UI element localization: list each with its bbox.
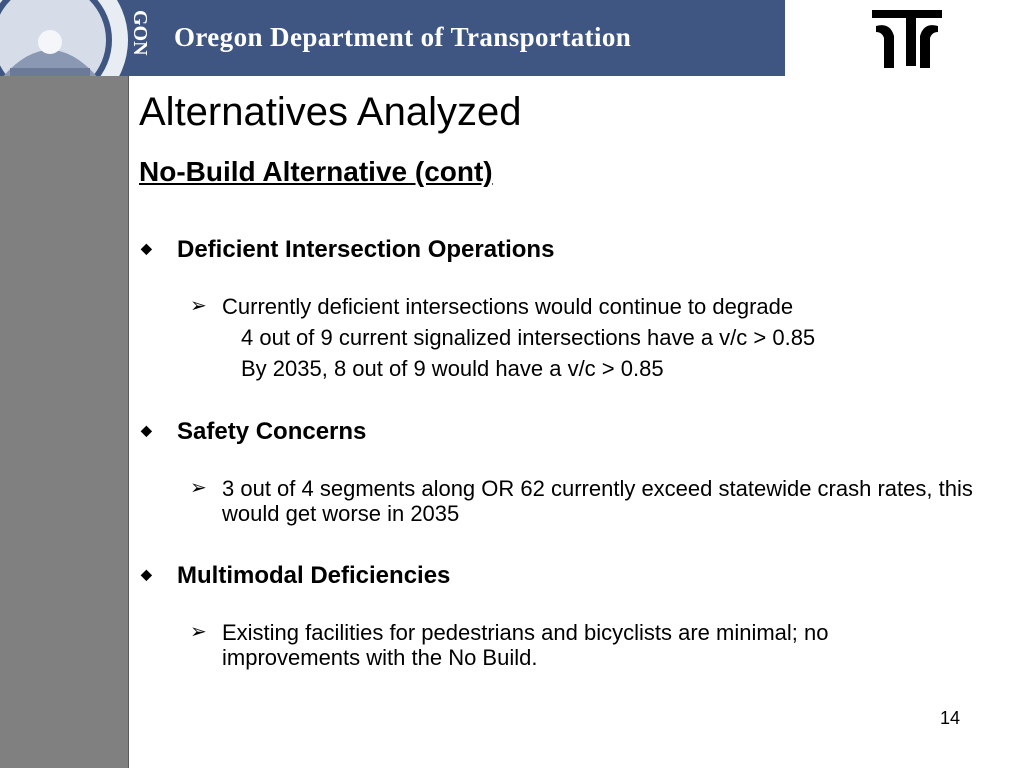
- oregon-state-seal-icon: [0, 0, 130, 76]
- list-item-text: 3 out of 4 segments along OR 62 currently exceed statewide crash rates, this would get worse in 2035: [222, 476, 973, 526]
- seal-lettering-icon: [128, 0, 156, 76]
- section-heading: [141, 562, 450, 590]
- odot-logo-icon: [868, 6, 946, 72]
- section-heading-text: Safety Concerns: [177, 418, 367, 445]
- section-heading: [141, 418, 366, 446]
- agency-name: Oregon Department of Transportation: [174, 22, 632, 52]
- section-heading-text: Multimodal Deficiencies: [177, 562, 451, 589]
- arrow-bullet-icon: ➢: [190, 477, 207, 499]
- section-heading: [141, 236, 554, 264]
- detail-line: 4 out of 9 current signalized intersections have a v/c > 0.85: [241, 325, 816, 350]
- page-number: 14: [940, 708, 961, 728]
- list-item-text: Currently deficient intersections would continue to degrade: [222, 294, 794, 319]
- list-item: [190, 294, 950, 319]
- arrow-bullet-icon: ➢: [190, 621, 207, 643]
- section-heading-text: Deficient Intersection Operations: [177, 236, 555, 263]
- detail-line: By 2035, 8 out of 9 would have a v/c > 0.85: [241, 356, 664, 381]
- header-banner: [0, 0, 785, 76]
- diamond-bullet-icon: ◆: [141, 566, 152, 582]
- list-item: [190, 476, 990, 526]
- slide-title: Alternatives Analyzed: [139, 90, 522, 134]
- list-item-text: Existing facilities for pedestrians and bicyclists are minimal; no improvements with the No Build.: [222, 620, 829, 670]
- diamond-bullet-icon: ◆: [141, 422, 152, 438]
- left-sidebar-bar: [0, 76, 129, 768]
- arrow-bullet-icon: ➢: [190, 295, 207, 317]
- diamond-bullet-icon: ◆: [141, 240, 152, 256]
- svg-text:GON: GON: [129, 10, 151, 56]
- list-item: [190, 620, 950, 670]
- slide-subtitle: No-Build Alternative (cont): [139, 156, 493, 187]
